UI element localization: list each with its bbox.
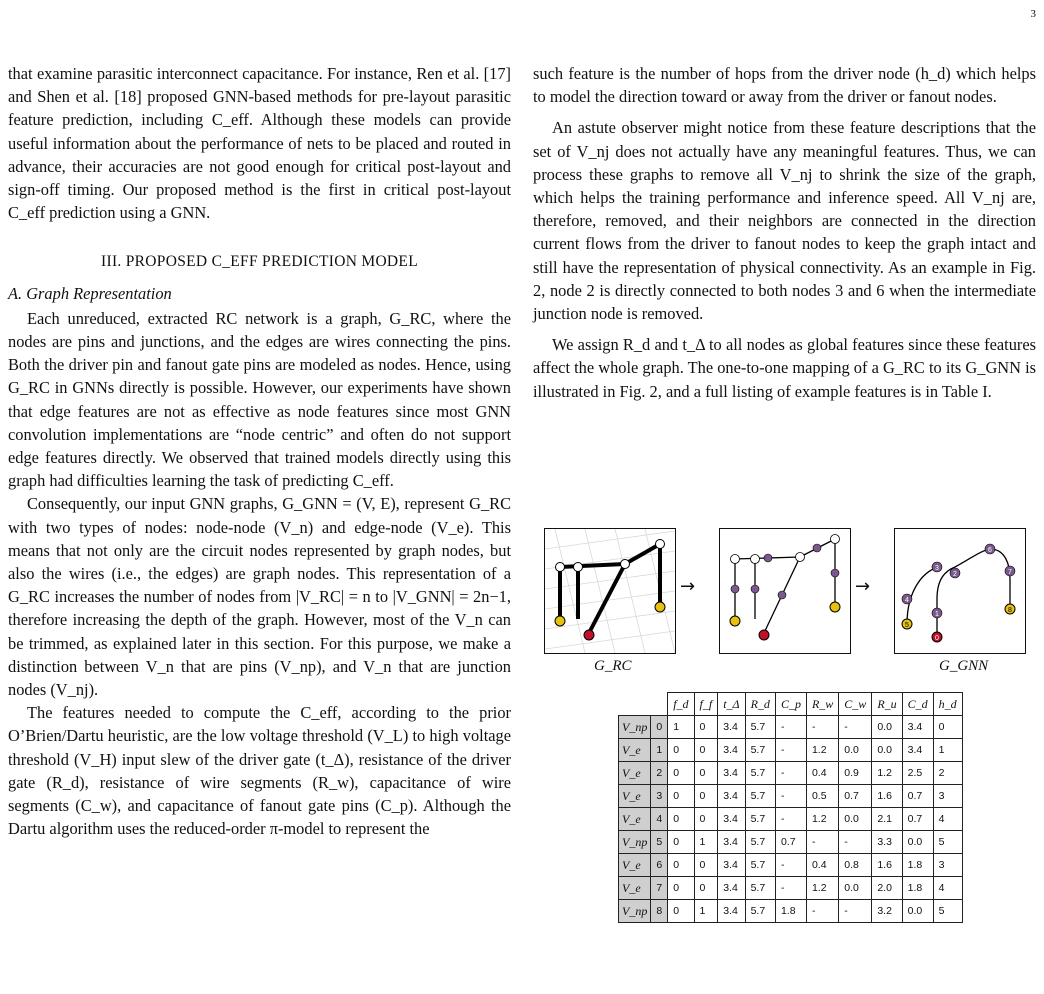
table-cell: 5.7 bbox=[745, 762, 775, 785]
table-row bbox=[619, 785, 963, 808]
table-cell: 1.2 bbox=[806, 877, 838, 900]
node-type-cell: V_e bbox=[619, 877, 651, 900]
table-cell: 3.4 bbox=[718, 831, 745, 854]
node-id-cell: 0 bbox=[651, 716, 668, 739]
node-id-cell: 3 bbox=[651, 785, 668, 808]
node-type-cell: V_e bbox=[619, 739, 651, 762]
figure-graph-mapping bbox=[544, 528, 1039, 678]
node-id-cell: 5 bbox=[651, 831, 668, 854]
table-cell: 3.4 bbox=[718, 785, 745, 808]
table-cell: 0.5 bbox=[806, 785, 838, 808]
table-cell: 0.0 bbox=[902, 831, 933, 854]
ggnn-panel bbox=[894, 528, 1026, 654]
arrow-icon: → bbox=[855, 576, 871, 597]
node-label: 0 bbox=[935, 635, 939, 642]
node-type-cell: V_np bbox=[619, 831, 651, 854]
table-row bbox=[619, 831, 963, 854]
table-cell: - bbox=[839, 831, 872, 854]
table-cell: - bbox=[806, 831, 838, 854]
table-cell: 4 bbox=[933, 877, 962, 900]
table-cell: - bbox=[839, 716, 872, 739]
column-header: C_d bbox=[902, 693, 933, 716]
table-cell: - bbox=[775, 854, 806, 877]
left-paragraph-2: Each unreduced, extracted RC network is a graph, G_RC, where the nodes are pins and junctions, and the edges are wires connecting the pins. Both the driver pin and fanout gate pins are modeled as nodes. Hence, using G_RC in GNNs directly is possible. However, our experiments have shown that edge features are not as effective as node features since most GNN convolution implementations are “node centric” and often do not support edge features directly. We observed that trained models directly using this graph had difficulties learning the task of predicting C_eff. bbox=[8, 308, 511, 491]
table-cell: 2.0 bbox=[872, 877, 902, 900]
table-cell: 3.4 bbox=[718, 877, 745, 900]
column-header: C_p bbox=[775, 693, 806, 716]
table-cell: 0.0 bbox=[839, 739, 872, 762]
node-id-cell: 2 bbox=[651, 762, 668, 785]
column-header: f_f bbox=[694, 693, 718, 716]
node-id-cell: 1 bbox=[651, 739, 668, 762]
left-column bbox=[8, 62, 511, 841]
node-label: 8 bbox=[1008, 607, 1012, 614]
table-cell: 3.4 bbox=[718, 900, 745, 923]
table-cell: 0.9 bbox=[839, 762, 872, 785]
table-cell: 0.0 bbox=[839, 808, 872, 831]
table-row bbox=[619, 900, 963, 923]
column-header: R_d bbox=[745, 693, 775, 716]
table-cell: 0 bbox=[694, 877, 718, 900]
table-cell: - bbox=[775, 877, 806, 900]
table-cell: 0 bbox=[694, 785, 718, 808]
table-cell: 1.6 bbox=[872, 785, 902, 808]
table-cell: 0.0 bbox=[902, 900, 933, 923]
table-body bbox=[619, 716, 963, 923]
page-number: 3 bbox=[1030, 8, 1036, 20]
table-cell: 1.2 bbox=[806, 808, 838, 831]
left-paragraph-3: Consequently, our input GNN graphs, G_GNN = (V, E), represent G_RC with two types of nodes: node-node (V_n) and edge-node (V_e). This means that not only are the circuit nodes represented by graph nodes, but also the wires (i.e., the edges) are graph nodes. This representation of a G_RC increases the number of nodes from |V_RC| = n to |V_GNN| = 2n−1, therefore increasing the depth of the graph. However, most of the V_n can be trimmed, as explained later in this section. For this purpose, we make a distinction between V_n that are pins (V_np), and V_n that are junction nodes (V_nj). bbox=[8, 494, 511, 700]
table-cell: 3 bbox=[933, 785, 962, 808]
table-cell: 3.2 bbox=[872, 900, 902, 923]
table-cell: 0 bbox=[694, 808, 718, 831]
table-row bbox=[619, 716, 963, 739]
figure-label-ggnn: G_GNN bbox=[939, 658, 989, 674]
node-label: 6 bbox=[988, 547, 992, 554]
intermediate-panel bbox=[719, 528, 851, 654]
table-cell: 4 bbox=[933, 808, 962, 831]
edge-node-diagram bbox=[720, 529, 850, 653]
subsection-heading: A. Graph Representation bbox=[8, 283, 172, 303]
ggnn-diagram bbox=[895, 529, 1025, 653]
table-cell: 0 bbox=[668, 854, 694, 877]
table-cell: 3 bbox=[933, 854, 962, 877]
table-cell: 5.7 bbox=[745, 854, 775, 877]
left-paragraph-4: The features needed to compute the C_eff, according to the prior O’Brien/Dartu heuristic, are the low voltage threshold (V_L) to high voltage threshold (V_H) input slew of the driver gate (t_Δ), resistance of the driver gate (R_d), resistance of wire segments (R_w), capacitance of wire segments (C_w), and capacitance of fanout gate pins (C_p). Although the Dartu algorithm uses the reduced-order π-model to represent the bbox=[8, 703, 511, 839]
section-heading: III. PROPOSED C_EFF PREDICTION MODEL bbox=[101, 253, 418, 271]
table-cell: 5 bbox=[933, 900, 962, 923]
table-cell: 0.7 bbox=[839, 785, 872, 808]
column-header: f_d bbox=[668, 693, 694, 716]
table-cell: 3.4 bbox=[902, 739, 933, 762]
table-cell: 5.7 bbox=[745, 900, 775, 923]
table-cell: 0.4 bbox=[806, 854, 838, 877]
table-cell: 2 bbox=[933, 762, 962, 785]
table-cell: 3.4 bbox=[718, 716, 745, 739]
table-cell: - bbox=[775, 808, 806, 831]
table-cell: 5.7 bbox=[745, 877, 775, 900]
node-label: 1 bbox=[935, 611, 939, 618]
arrow-icon: → bbox=[680, 576, 696, 597]
table-cell: 1 bbox=[933, 739, 962, 762]
table-cell: 1 bbox=[668, 716, 694, 739]
table-cell: 1.8 bbox=[902, 877, 933, 900]
table-cell: 5 bbox=[933, 831, 962, 854]
table-cell: 3.4 bbox=[718, 762, 745, 785]
column-header: R_w bbox=[806, 693, 838, 716]
node-id-cell: 4 bbox=[651, 808, 668, 831]
grc-panel bbox=[544, 528, 676, 654]
table-cell: - bbox=[775, 739, 806, 762]
figure-label-grc: G_RC bbox=[594, 658, 632, 674]
node-label: 5 bbox=[905, 622, 909, 629]
table-cell: 0.0 bbox=[872, 716, 902, 739]
table-cell: 2.5 bbox=[902, 762, 933, 785]
node-type-cell: V_np bbox=[619, 900, 651, 923]
table-header-row bbox=[619, 693, 963, 716]
left-paragraph-1: that examine parasitic interconnect capacitance. For instance, Ren et al. [17] and Shen et al. [18] proposed GNN-based methods for pre-layout parasitic feature prediction, including C_eff. Although these models can provide useful information about the performance of nets to be placed and routed in advance, their accuracies are not good enough for critical post-layout and sign-off timing. Our proposed method is the first in critical post-layout C_eff prediction using a GNN. bbox=[8, 64, 511, 223]
right-paragraph-1: such feature is the number of hops from the driver node (h_d) which helps to model the direction toward or away from the driver or fanout nodes. bbox=[533, 64, 1036, 107]
table-cell: 0 bbox=[668, 762, 694, 785]
node-id-cell: 8 bbox=[651, 900, 668, 923]
right-paragraph-3: We assign R_d and t_Δ to all nodes as global features since these features affect the whole graph. The one-to-one mapping of a G_RC to its G_GNN is illustrated in Fig. 2, and a full listing of example features is in Table I. bbox=[533, 335, 1036, 401]
table-cell: 5.7 bbox=[745, 808, 775, 831]
table-row bbox=[619, 854, 963, 877]
node-type-cell: V_np bbox=[619, 716, 651, 739]
column-header: h_d bbox=[933, 693, 962, 716]
node-label: 2 bbox=[953, 571, 957, 578]
table-cell: 1.2 bbox=[872, 762, 902, 785]
table-cell: - bbox=[839, 900, 872, 923]
table-cell: 1.2 bbox=[806, 739, 838, 762]
table-cell: 1 bbox=[694, 900, 718, 923]
table-row bbox=[619, 762, 963, 785]
table-cell: 3.4 bbox=[902, 716, 933, 739]
table-cell: 5.7 bbox=[745, 831, 775, 854]
table-cell: 3.4 bbox=[718, 739, 745, 762]
table-cell: - bbox=[775, 716, 806, 739]
table-cell: 0.4 bbox=[806, 762, 838, 785]
node-label: 4 bbox=[905, 597, 909, 604]
table-cell: 5.7 bbox=[745, 785, 775, 808]
node-label: 7 bbox=[1008, 569, 1012, 576]
table-cell: 0 bbox=[694, 739, 718, 762]
table-cell: 2.1 bbox=[872, 808, 902, 831]
table-cell: 0 bbox=[668, 877, 694, 900]
table-cell: - bbox=[775, 785, 806, 808]
table-cell: 0.7 bbox=[775, 831, 806, 854]
table-cell: 0 bbox=[668, 785, 694, 808]
table-cell: 0 bbox=[668, 831, 694, 854]
table-cell: 0 bbox=[933, 716, 962, 739]
table-cell: 0 bbox=[694, 716, 718, 739]
column-header: t_Δ bbox=[718, 693, 745, 716]
table-cell: 3.3 bbox=[872, 831, 902, 854]
table-cell: 3.4 bbox=[718, 808, 745, 831]
node-type-cell: V_e bbox=[619, 762, 651, 785]
table-cell: 0.7 bbox=[902, 785, 933, 808]
table-cell: 0.0 bbox=[839, 877, 872, 900]
table-cell: 0 bbox=[694, 762, 718, 785]
grc-diagram bbox=[545, 529, 675, 653]
right-paragraph-2: An astute observer might notice from these feature descriptions that the set of V_nj does not actually have any meaningful features. Thus, we can process these graphs to remove all V_nj to shrink the size of the graph, which helps the training performance and inference speed. All V_nj are, therefore, removed, and their neighbors are connected in the direction current flows from the driver to fanout nodes to keep the graph intact and still have the representation of physical connectivity. As an example in Fig. 2, node 2 is directly connected to both nodes 3 and 6 when the intermediate junction node is removed. bbox=[533, 118, 1036, 324]
node-type-cell: V_e bbox=[619, 785, 651, 808]
table-cell: 1.6 bbox=[872, 854, 902, 877]
table-cell: 1 bbox=[694, 831, 718, 854]
table-cell: 0.7 bbox=[902, 808, 933, 831]
node-id-cell: 6 bbox=[651, 854, 668, 877]
table-row bbox=[619, 739, 963, 762]
table-cell: 0 bbox=[668, 900, 694, 923]
table-row bbox=[619, 877, 963, 900]
table-cell: 0.0 bbox=[872, 739, 902, 762]
node-type-cell: V_e bbox=[619, 854, 651, 877]
table-cell: 1.8 bbox=[902, 854, 933, 877]
table-cell: 5.7 bbox=[745, 716, 775, 739]
table-cell: - bbox=[806, 716, 838, 739]
right-column bbox=[533, 62, 1036, 403]
table-cell: 5.7 bbox=[745, 739, 775, 762]
column-header: R_u bbox=[872, 693, 902, 716]
table-cell: - bbox=[806, 900, 838, 923]
node-type-cell: V_e bbox=[619, 808, 651, 831]
table-cell: 0.8 bbox=[839, 854, 872, 877]
table-cell: 0 bbox=[668, 739, 694, 762]
node-id-cell: 7 bbox=[651, 877, 668, 900]
table-cell: 0 bbox=[694, 854, 718, 877]
column-header: C_w bbox=[839, 693, 872, 716]
table-cell: 3.4 bbox=[718, 854, 745, 877]
table-cell: 0 bbox=[668, 808, 694, 831]
table-cell: - bbox=[775, 762, 806, 785]
table-row bbox=[619, 808, 963, 831]
table-cell: 1.8 bbox=[775, 900, 806, 923]
features-table bbox=[618, 692, 963, 923]
node-label: 3 bbox=[935, 565, 939, 572]
